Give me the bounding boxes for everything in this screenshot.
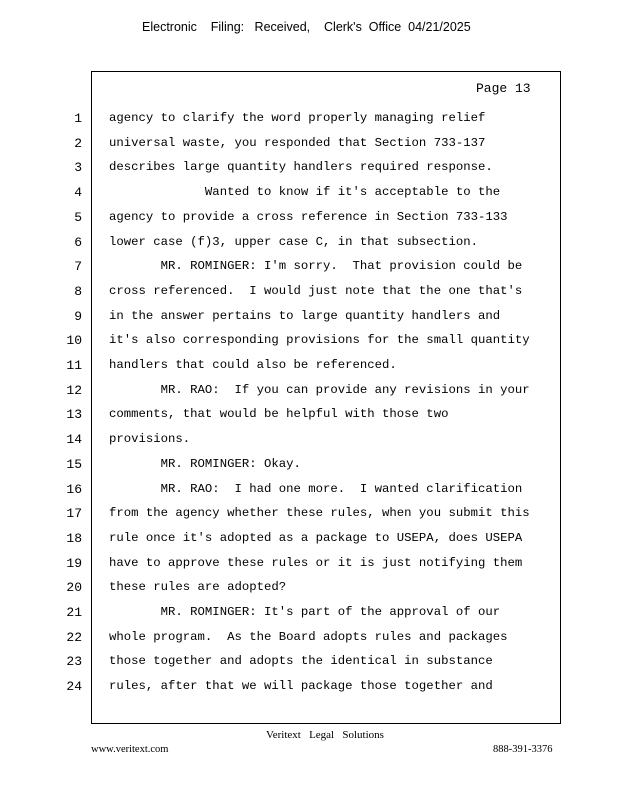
line-text: MR. ROMINGER: It's part of the approval of our <box>109 605 501 619</box>
line-text: Wanted to know if it's acceptable to the <box>109 185 501 200</box>
line-number: 7 <box>74 259 82 275</box>
transcript-line <box>0 111 618 131</box>
line-number: 3 <box>74 160 82 176</box>
transcript-line <box>0 210 618 230</box>
line-number: 21 <box>66 605 82 620</box>
transcript-line <box>0 482 618 502</box>
line-text: universal waste, you responded that Section 733-137 <box>109 135 486 150</box>
transcript-line <box>0 506 618 526</box>
transcript-line <box>0 457 618 477</box>
line-text: cross referenced. I would just note that the one that's <box>109 283 523 298</box>
filing-stamp-header: Electronic Filing: Received, Clerk's Office 04/21/2025 <box>142 20 471 34</box>
transcript-line <box>0 358 618 378</box>
line-text: rules, after that we will package those together and <box>109 679 493 694</box>
line-number: 15 <box>66 456 82 472</box>
line-text: in the answer pertains to large quantity handlers and <box>109 308 501 323</box>
transcript-line <box>0 383 618 403</box>
transcript-line <box>0 432 618 452</box>
line-text: whole program. As the Board adopts rules and packages <box>109 629 508 644</box>
footer-phone: 888-391-3376 <box>493 744 553 755</box>
line-text: MR. RAO: If you can provide any revisions in your <box>109 382 530 397</box>
line-text: provisions. <box>109 432 191 447</box>
transcript-line <box>0 333 618 353</box>
transcript-line <box>0 259 618 279</box>
line-text: agency to clarify the word properly managing relief <box>109 111 486 125</box>
line-text: handlers that could also be referenced. <box>109 358 397 372</box>
line-text: MR. ROMINGER: Okay. <box>109 456 301 471</box>
transcript-line <box>0 605 618 625</box>
line-number: 13 <box>66 407 82 423</box>
line-number: 19 <box>66 555 82 571</box>
line-number: 16 <box>66 481 82 497</box>
line-number: 9 <box>74 308 82 324</box>
transcript-line <box>0 531 618 551</box>
line-number: 1 <box>74 111 82 126</box>
line-number: 8 <box>74 283 82 299</box>
line-text: it's also corresponding provisions for the small quantity <box>109 333 530 348</box>
line-number: 11 <box>66 358 82 373</box>
line-number: 5 <box>74 209 82 225</box>
transcript-line <box>0 630 618 650</box>
transcript-line <box>0 679 618 699</box>
transcript-line <box>0 580 618 600</box>
line-text: describes large quantity handlers required response. <box>109 160 493 175</box>
line-number: 23 <box>66 654 82 670</box>
transcript-line <box>0 284 618 304</box>
transcript-line <box>0 235 618 255</box>
line-number: 22 <box>66 629 82 645</box>
transcript-line <box>0 407 618 427</box>
line-number: 20 <box>66 580 82 596</box>
line-text: comments, that would be helpful with those two <box>109 407 449 422</box>
transcript-line <box>0 160 618 180</box>
line-number: 2 <box>74 135 82 151</box>
line-number: 10 <box>66 333 82 349</box>
line-text: those together and adopts the identical in substance <box>109 654 493 669</box>
line-number: 17 <box>66 506 82 522</box>
line-number: 24 <box>66 679 82 695</box>
transcript-line <box>0 556 618 576</box>
page-number: Page 13 <box>476 81 531 96</box>
line-text: agency to provide a cross reference in Section 733-133 <box>109 209 508 224</box>
transcript-line <box>0 185 618 205</box>
transcript-line <box>0 309 618 329</box>
line-text: these rules are adopted? <box>109 580 287 595</box>
line-number: 12 <box>66 382 82 398</box>
line-number: 6 <box>74 234 82 250</box>
line-text: MR. RAO: I had one more. I wanted clarification <box>109 481 523 496</box>
line-text: rule once it's adopted as a package to USEPA, does USEPA <box>109 530 523 545</box>
line-text: MR. ROMINGER: I'm sorry. That provision could be <box>109 259 523 274</box>
line-text: have to approve these rules or it is just notifying them <box>109 555 523 570</box>
transcript-line <box>0 654 618 674</box>
footer-company: Veritext Legal Solutions <box>266 729 384 741</box>
line-number: 18 <box>66 530 82 546</box>
line-text: from the agency whether these rules, when you submit this <box>109 506 530 521</box>
line-number: 4 <box>74 185 82 201</box>
line-number: 14 <box>66 432 82 448</box>
line-text: lower case (f)3, upper case C, in that subsection. <box>109 234 478 249</box>
footer-website: www.veritext.com <box>91 744 169 755</box>
transcript-line <box>0 136 618 156</box>
